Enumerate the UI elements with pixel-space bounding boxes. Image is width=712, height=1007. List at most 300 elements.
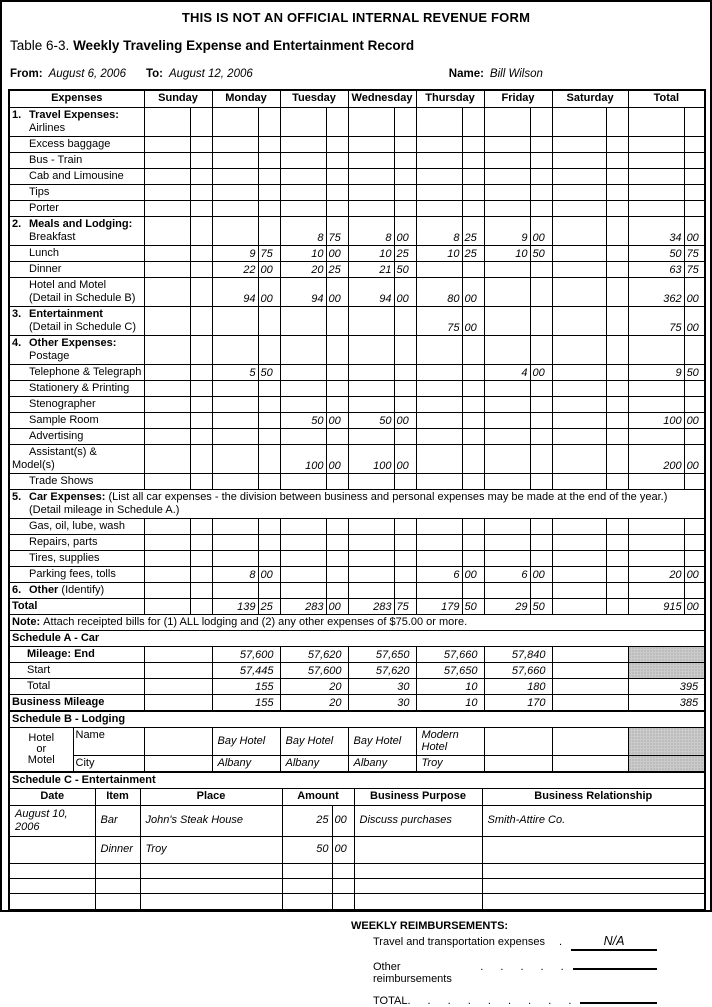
amount-cents-cell: 25 bbox=[258, 598, 280, 614]
amount-dollars-cell: 10 bbox=[280, 245, 326, 261]
lodging-cell: Albany bbox=[280, 755, 348, 772]
expense-label bbox=[9, 396, 144, 412]
amount-dollars-cell: 10 bbox=[484, 245, 530, 261]
entertainment-item bbox=[95, 893, 140, 910]
amount-cents-cell bbox=[462, 518, 484, 534]
amount-dollars-cell bbox=[484, 184, 530, 200]
expense-row bbox=[9, 277, 705, 306]
amount-cents-cell bbox=[394, 550, 416, 566]
amount-dollars-cell bbox=[484, 550, 530, 566]
amount-dollars-cell bbox=[484, 200, 530, 216]
expense-label-text: Lunch bbox=[29, 246, 59, 259]
column-header-expenses: Expenses bbox=[9, 90, 144, 107]
amount-dollars-cell bbox=[212, 216, 258, 245]
expense-label bbox=[9, 200, 144, 216]
mileage-cell: 57,660 bbox=[484, 662, 552, 678]
item-description: (List all car expenses - the division between business and personal expenses may be made at the end of the year.) bbox=[108, 490, 668, 503]
amount-dollars-cell bbox=[628, 428, 684, 444]
amount-dollars-cell bbox=[552, 107, 606, 136]
entertainment-row bbox=[9, 893, 705, 910]
amount-cents-cell bbox=[394, 335, 416, 364]
amount-dollars-cell: 283 bbox=[280, 598, 326, 614]
expense-row bbox=[9, 136, 705, 152]
amount-dollars-cell bbox=[628, 200, 684, 216]
amount-cents-cell: 00 bbox=[258, 566, 280, 582]
expense-label-line bbox=[12, 536, 142, 549]
amount-cents-cell bbox=[684, 152, 705, 168]
amount-dollars-cell bbox=[212, 335, 258, 364]
amount-cents-cell bbox=[530, 168, 552, 184]
amount-cents-cell bbox=[394, 396, 416, 412]
amount-dollars-cell bbox=[416, 380, 462, 396]
expense-sublabel: Airlines bbox=[29, 121, 66, 134]
amount-cents-cell bbox=[326, 518, 348, 534]
reimbursement-label: Travel and transportation expenses bbox=[373, 936, 546, 948]
amount-dollars-cell bbox=[416, 335, 462, 364]
table-number-label: Table 6-3. bbox=[10, 38, 70, 53]
amount-cents-cell bbox=[462, 550, 484, 566]
schedule-a-header-row bbox=[9, 630, 705, 646]
amount-dollars-cell bbox=[552, 518, 606, 534]
amount-cents-cell bbox=[190, 412, 212, 428]
amount-cents-cell bbox=[530, 277, 552, 306]
amount-dollars-cell bbox=[212, 518, 258, 534]
expense-label bbox=[9, 550, 144, 566]
amount-cents-cell bbox=[530, 473, 552, 489]
schedule-a-row bbox=[9, 662, 705, 678]
amount-dollars-cell bbox=[416, 582, 462, 598]
entertainment-relationship: Smith-Attire Co. bbox=[482, 805, 705, 836]
amount-dollars-cell: 9 bbox=[628, 364, 684, 380]
amount-cents-cell bbox=[190, 582, 212, 598]
expense-row bbox=[9, 412, 705, 428]
amount-dollars-cell bbox=[416, 152, 462, 168]
expense-label-line bbox=[12, 446, 142, 472]
amount-dollars-cell bbox=[144, 518, 190, 534]
amount-cents-cell bbox=[462, 168, 484, 184]
amount-cents-cell: 25 bbox=[326, 261, 348, 277]
expense-label-text: Advertising bbox=[29, 429, 84, 442]
expense-label-text: Tires, supplies bbox=[29, 551, 100, 564]
entertainment-amount-dollars bbox=[282, 878, 332, 893]
expense-row bbox=[9, 473, 705, 489]
amount-cents-cell bbox=[530, 152, 552, 168]
amount-dollars-cell bbox=[484, 534, 530, 550]
amount-dollars-cell bbox=[484, 152, 530, 168]
amount-dollars-cell bbox=[144, 168, 190, 184]
amount-cents-cell bbox=[190, 598, 212, 614]
amount-dollars-cell bbox=[144, 245, 190, 261]
entertainment-row bbox=[9, 878, 705, 893]
amount-dollars-cell bbox=[144, 261, 190, 277]
amount-dollars-cell bbox=[348, 184, 394, 200]
amount-dollars-cell: 8 bbox=[416, 216, 462, 245]
amount-cents-cell bbox=[462, 428, 484, 444]
mileage-cell bbox=[628, 646, 705, 662]
amount-dollars-cell: 80 bbox=[416, 277, 462, 306]
lodging-cell bbox=[552, 727, 628, 755]
amount-cents-cell bbox=[684, 168, 705, 184]
item-number: 4. bbox=[12, 336, 22, 349]
mileage-cell bbox=[144, 678, 212, 694]
amount-cents-cell: 00 bbox=[326, 277, 348, 306]
mileage-cell: 30 bbox=[348, 678, 416, 694]
entertainment-purpose bbox=[354, 863, 482, 878]
expense-row bbox=[9, 598, 705, 614]
amount-cents-cell bbox=[530, 184, 552, 200]
amount-cents-cell bbox=[606, 261, 628, 277]
amount-dollars-cell bbox=[552, 261, 606, 277]
amount-cents-cell bbox=[326, 306, 348, 335]
amount-dollars-cell bbox=[484, 518, 530, 534]
amount-dollars-cell bbox=[416, 184, 462, 200]
expense-label-text: Stenographer bbox=[29, 397, 96, 410]
amount-cents-cell bbox=[258, 534, 280, 550]
name-label: Name: bbox=[448, 68, 484, 80]
amount-cents-cell bbox=[606, 245, 628, 261]
amount-dollars-cell: 9 bbox=[484, 216, 530, 245]
amount-dollars-cell bbox=[144, 534, 190, 550]
expense-row bbox=[9, 152, 705, 168]
amount-dollars-cell bbox=[212, 412, 258, 428]
amount-dollars-cell bbox=[552, 306, 606, 335]
entertainment-amount-cents bbox=[332, 863, 354, 878]
entertainment-date bbox=[9, 863, 95, 878]
amount-cents-cell: 00 bbox=[684, 277, 705, 306]
amount-dollars-cell bbox=[348, 136, 394, 152]
amount-dollars-cell: 50 bbox=[628, 245, 684, 261]
entertainment-date bbox=[9, 878, 95, 893]
amount-cents-cell bbox=[462, 473, 484, 489]
amount-cents-cell bbox=[326, 184, 348, 200]
amount-dollars-cell: 21 bbox=[348, 261, 394, 277]
main-expense-table bbox=[8, 89, 706, 712]
amount-dollars-cell: 10 bbox=[416, 245, 462, 261]
entertainment-item: Bar bbox=[95, 805, 140, 836]
mileage-cell bbox=[552, 662, 628, 678]
corner-line: Motel bbox=[27, 753, 55, 766]
expense-label-line bbox=[12, 279, 142, 292]
amount-dollars-cell bbox=[552, 335, 606, 364]
expense-label bbox=[9, 473, 144, 489]
expense-row bbox=[9, 518, 705, 534]
mileage-cell bbox=[628, 662, 705, 678]
reimbursement-amount-line bbox=[580, 988, 657, 1004]
amount-dollars-cell bbox=[552, 428, 606, 444]
amount-dollars-cell bbox=[628, 152, 684, 168]
amount-dollars-cell bbox=[144, 582, 190, 598]
amount-dollars-cell bbox=[144, 396, 190, 412]
amount-cents-cell bbox=[190, 152, 212, 168]
amount-dollars-cell bbox=[416, 518, 462, 534]
amount-cents-cell bbox=[394, 566, 416, 582]
amount-dollars-cell bbox=[144, 107, 190, 136]
column-header-saturday: Saturday bbox=[552, 90, 628, 107]
amount-dollars-cell bbox=[552, 534, 606, 550]
amount-dollars-cell bbox=[212, 168, 258, 184]
amount-cents-cell bbox=[530, 107, 552, 136]
expense-label-line bbox=[12, 263, 142, 276]
amount-dollars-cell bbox=[280, 364, 326, 380]
expense-row bbox=[9, 489, 705, 518]
expense-label bbox=[9, 518, 144, 534]
amount-cents-cell bbox=[326, 566, 348, 582]
amount-dollars-cell: 362 bbox=[628, 277, 684, 306]
amount-cents-cell bbox=[606, 566, 628, 582]
amount-cents-cell bbox=[190, 396, 212, 412]
column-header-amount: Amount bbox=[282, 788, 354, 805]
amount-dollars-cell bbox=[144, 152, 190, 168]
amount-dollars-cell bbox=[628, 168, 684, 184]
expense-label bbox=[9, 566, 144, 582]
expense-row bbox=[9, 582, 705, 598]
amount-dollars-cell bbox=[144, 566, 190, 582]
amount-cents-cell: 75 bbox=[258, 245, 280, 261]
amount-cents-cell bbox=[394, 152, 416, 168]
lodging-cell: Bay Hotel bbox=[212, 727, 280, 755]
expense-label-text: Hotel and Motel bbox=[29, 278, 107, 291]
amount-dollars-cell bbox=[144, 473, 190, 489]
expense-sublabel: Breakfast bbox=[29, 230, 76, 243]
amount-dollars-cell bbox=[212, 152, 258, 168]
amount-cents-cell bbox=[326, 396, 348, 412]
expense-row bbox=[9, 261, 705, 277]
amount-dollars-cell bbox=[212, 200, 258, 216]
amount-cents-cell bbox=[684, 473, 705, 489]
amount-cents-cell bbox=[258, 396, 280, 412]
expense-label bbox=[9, 152, 144, 168]
amount-dollars-cell bbox=[144, 380, 190, 396]
amount-dollars-cell bbox=[144, 444, 190, 473]
amount-cents-cell bbox=[530, 261, 552, 277]
amount-dollars-cell bbox=[628, 518, 684, 534]
amount-cents-cell bbox=[462, 444, 484, 473]
amount-cents-cell: 50 bbox=[258, 364, 280, 380]
amount-dollars-cell bbox=[348, 534, 394, 550]
amount-dollars-cell: 94 bbox=[348, 277, 394, 306]
amount-cents-cell bbox=[462, 412, 484, 428]
expense-label bbox=[9, 428, 144, 444]
amount-cents-cell: 50 bbox=[394, 261, 416, 277]
expense-label-line bbox=[12, 154, 142, 167]
amount-cents-cell bbox=[326, 335, 348, 364]
expense-label bbox=[9, 277, 144, 306]
expense-label-text: Travel Expenses: bbox=[29, 108, 119, 121]
amount-dollars-cell: 283 bbox=[348, 598, 394, 614]
expense-label-line bbox=[12, 414, 142, 427]
expense-label bbox=[9, 534, 144, 550]
amount-cents-cell bbox=[258, 518, 280, 534]
column-header-friday: Friday bbox=[484, 90, 552, 107]
amount-cents-cell bbox=[606, 412, 628, 428]
schedule-c-title: Schedule C - Entertainment bbox=[9, 772, 705, 789]
amount-cents-cell bbox=[394, 582, 416, 598]
amount-dollars-cell: 75 bbox=[628, 306, 684, 335]
schedule-a-row-label: Total bbox=[9, 678, 144, 694]
hotel-or-motel-label bbox=[9, 727, 73, 772]
amount-dollars-cell bbox=[280, 396, 326, 412]
amount-dollars-cell bbox=[348, 168, 394, 184]
amount-dollars-cell bbox=[144, 598, 190, 614]
entertainment-relationship bbox=[482, 863, 705, 878]
form-title bbox=[8, 38, 704, 53]
mileage-cell bbox=[552, 646, 628, 662]
amount-cents-cell bbox=[606, 380, 628, 396]
expense-label-text: Repairs, parts bbox=[29, 535, 98, 548]
amount-cents-cell: 00 bbox=[326, 444, 348, 473]
amount-cents-cell bbox=[326, 428, 348, 444]
lodging-cell: Bay Hotel bbox=[348, 727, 416, 755]
expense-label bbox=[9, 261, 144, 277]
car-expenses-section-cell bbox=[9, 489, 705, 518]
amount-cents-cell bbox=[190, 550, 212, 566]
amount-dollars-cell bbox=[416, 107, 462, 136]
amount-dollars-cell bbox=[484, 582, 530, 598]
expense-label-text: Trade Shows bbox=[29, 474, 94, 487]
form-meta-line bbox=[8, 68, 704, 80]
mileage-cell bbox=[144, 646, 212, 662]
amount-cents-cell: 75 bbox=[684, 261, 705, 277]
amount-cents-cell: 00 bbox=[530, 216, 552, 245]
amount-dollars-cell bbox=[280, 518, 326, 534]
amount-dollars-cell bbox=[144, 428, 190, 444]
expense-label-text: Gas, oil, lube, wash bbox=[29, 519, 125, 532]
amount-dollars-cell bbox=[628, 582, 684, 598]
lodging-cell: Modern Hotel bbox=[416, 727, 484, 755]
expense-label bbox=[9, 444, 144, 473]
entertainment-item bbox=[95, 878, 140, 893]
expense-label bbox=[9, 380, 144, 396]
amount-dollars-cell bbox=[628, 534, 684, 550]
reimbursements-block bbox=[351, 920, 657, 1007]
amount-dollars-cell bbox=[484, 473, 530, 489]
amount-dollars-cell: 75 bbox=[416, 306, 462, 335]
amount-cents-cell bbox=[606, 184, 628, 200]
expense-label-line bbox=[12, 109, 142, 122]
schedule-a-row bbox=[9, 646, 705, 662]
lodging-cell bbox=[144, 755, 212, 772]
amount-dollars-cell bbox=[552, 152, 606, 168]
entertainment-relationship bbox=[482, 878, 705, 893]
amount-cents-cell bbox=[606, 598, 628, 614]
expense-label-text: Sample Room bbox=[29, 413, 99, 426]
amount-dollars-cell: 139 bbox=[212, 598, 258, 614]
amount-cents-cell: 25 bbox=[394, 245, 416, 261]
mileage-cell: 155 bbox=[212, 678, 280, 694]
amount-dollars-cell bbox=[280, 335, 326, 364]
mileage-cell: 155 bbox=[212, 694, 280, 711]
column-header-wednesday: Wednesday bbox=[348, 90, 416, 107]
amount-dollars-cell bbox=[628, 396, 684, 412]
entertainment-purpose: Discuss purchases bbox=[354, 805, 482, 836]
entertainment-amount-dollars: 25 bbox=[282, 805, 332, 836]
amount-cents-cell bbox=[258, 412, 280, 428]
amount-cents-cell bbox=[606, 277, 628, 306]
expense-label-text: Porter bbox=[29, 201, 59, 214]
amount-cents-cell bbox=[190, 380, 212, 396]
amount-cents-cell bbox=[684, 550, 705, 566]
amount-cents-cell bbox=[530, 380, 552, 396]
amount-dollars-cell bbox=[484, 136, 530, 152]
reimbursement-lines bbox=[351, 935, 657, 1007]
amount-dollars-cell bbox=[280, 380, 326, 396]
amount-dollars-cell: 100 bbox=[348, 444, 394, 473]
expense-label-line bbox=[12, 382, 142, 395]
amount-cents-cell bbox=[462, 534, 484, 550]
amount-cents-cell bbox=[530, 200, 552, 216]
amount-dollars-cell bbox=[348, 380, 394, 396]
amount-dollars-cell bbox=[212, 444, 258, 473]
schedule-c-table bbox=[8, 771, 706, 912]
from-value: August 6, 2006 bbox=[48, 68, 126, 80]
amount-dollars-cell bbox=[280, 136, 326, 152]
amount-dollars-cell: 179 bbox=[416, 598, 462, 614]
reimbursement-line bbox=[351, 935, 657, 951]
amount-cents-cell bbox=[190, 566, 212, 582]
column-header-item: Item bbox=[95, 788, 140, 805]
entertainment-row bbox=[9, 863, 705, 878]
amount-dollars-cell bbox=[628, 136, 684, 152]
amount-dollars-cell: 50 bbox=[280, 412, 326, 428]
expense-label bbox=[9, 364, 144, 380]
lodging-cell bbox=[484, 727, 552, 755]
amount-dollars-cell bbox=[280, 168, 326, 184]
note-text: Attach receipted bills for (1) ALL lodging and (2) any other expenses of $75.00 or more. bbox=[43, 615, 468, 628]
amount-dollars-cell bbox=[280, 184, 326, 200]
amount-dollars-cell bbox=[212, 396, 258, 412]
amount-dollars-cell: 20 bbox=[628, 566, 684, 582]
expense-sublabel: (Detail in Schedule B) bbox=[29, 291, 136, 304]
entertainment-amount-cents: 00 bbox=[332, 805, 354, 836]
amount-cents-cell bbox=[326, 380, 348, 396]
amount-cents-cell bbox=[606, 152, 628, 168]
amount-dollars-cell bbox=[552, 364, 606, 380]
amount-dollars-cell: 6 bbox=[416, 566, 462, 582]
amount-dollars-cell bbox=[416, 396, 462, 412]
amount-dollars-cell bbox=[212, 107, 258, 136]
entertainment-amount-cents: 00 bbox=[332, 836, 354, 863]
schedule-a-row-label: Mileage: End bbox=[9, 646, 144, 662]
amount-cents-cell bbox=[326, 534, 348, 550]
amount-cents-cell bbox=[530, 306, 552, 335]
amount-dollars-cell bbox=[552, 444, 606, 473]
schedule-b-title: Schedule B - Lodging bbox=[9, 711, 705, 728]
amount-dollars-cell bbox=[144, 200, 190, 216]
schedule-b-row-label: Name bbox=[73, 727, 144, 755]
entertainment-amount-dollars: 50 bbox=[282, 836, 332, 863]
amount-cents-cell bbox=[394, 534, 416, 550]
amount-cents-cell bbox=[684, 582, 705, 598]
expense-row bbox=[9, 566, 705, 582]
entertainment-purpose bbox=[354, 836, 482, 863]
expense-label bbox=[9, 412, 144, 428]
amount-dollars-cell bbox=[280, 200, 326, 216]
expense-label-text: Other Expenses: bbox=[29, 336, 117, 349]
amount-cents-cell bbox=[606, 364, 628, 380]
amount-dollars-cell bbox=[348, 428, 394, 444]
amount-dollars-cell bbox=[280, 582, 326, 598]
expense-sublabel: Postage bbox=[29, 349, 70, 362]
amount-cents-cell: 00 bbox=[684, 444, 705, 473]
amount-cents-cell: 00 bbox=[684, 412, 705, 428]
expense-label-text: Stationery & Printing bbox=[29, 381, 130, 394]
entertainment-purpose bbox=[354, 878, 482, 893]
amount-dollars-cell bbox=[552, 412, 606, 428]
amount-cents-cell bbox=[190, 364, 212, 380]
amount-cents-cell bbox=[190, 261, 212, 277]
amount-dollars-cell: 29 bbox=[484, 598, 530, 614]
amount-dollars-cell bbox=[416, 261, 462, 277]
